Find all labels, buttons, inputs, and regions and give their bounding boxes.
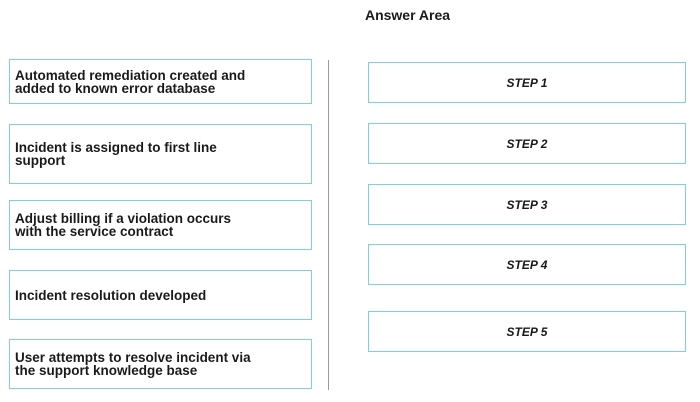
step-2-dropzone[interactable] xyxy=(368,123,686,164)
option-incident-resolution[interactable] xyxy=(9,270,312,320)
option-user-attempts[interactable] xyxy=(9,339,312,389)
option-incident-assigned[interactable] xyxy=(9,124,312,184)
option-label: Incident resolution developed xyxy=(15,287,207,303)
step-label: STEP 5 xyxy=(506,324,548,339)
option-label: Automated remediation created and added to known error database xyxy=(15,67,246,96)
option-label: User attempts to resolve incident via the support knowledge base xyxy=(15,350,251,378)
step-label: STEP 4 xyxy=(506,257,548,272)
option-label: Adjust billing if a violation occurs with the service contract xyxy=(15,211,232,239)
option-automated-remediation[interactable] xyxy=(9,59,312,104)
step-4-dropzone[interactable] xyxy=(368,244,686,285)
answer-area-title: Answer Area xyxy=(364,7,451,23)
step-1-dropzone[interactable] xyxy=(368,62,686,103)
option-label: Incident is assigned to first line support xyxy=(15,140,217,168)
step-label: STEP 3 xyxy=(506,197,548,212)
step-3-dropzone[interactable] xyxy=(368,184,686,225)
divider xyxy=(328,60,329,390)
step-5-dropzone[interactable] xyxy=(368,311,686,352)
step-label: STEP 2 xyxy=(506,136,548,151)
step-label: STEP 1 xyxy=(506,75,548,90)
option-adjust-billing[interactable] xyxy=(9,200,312,250)
